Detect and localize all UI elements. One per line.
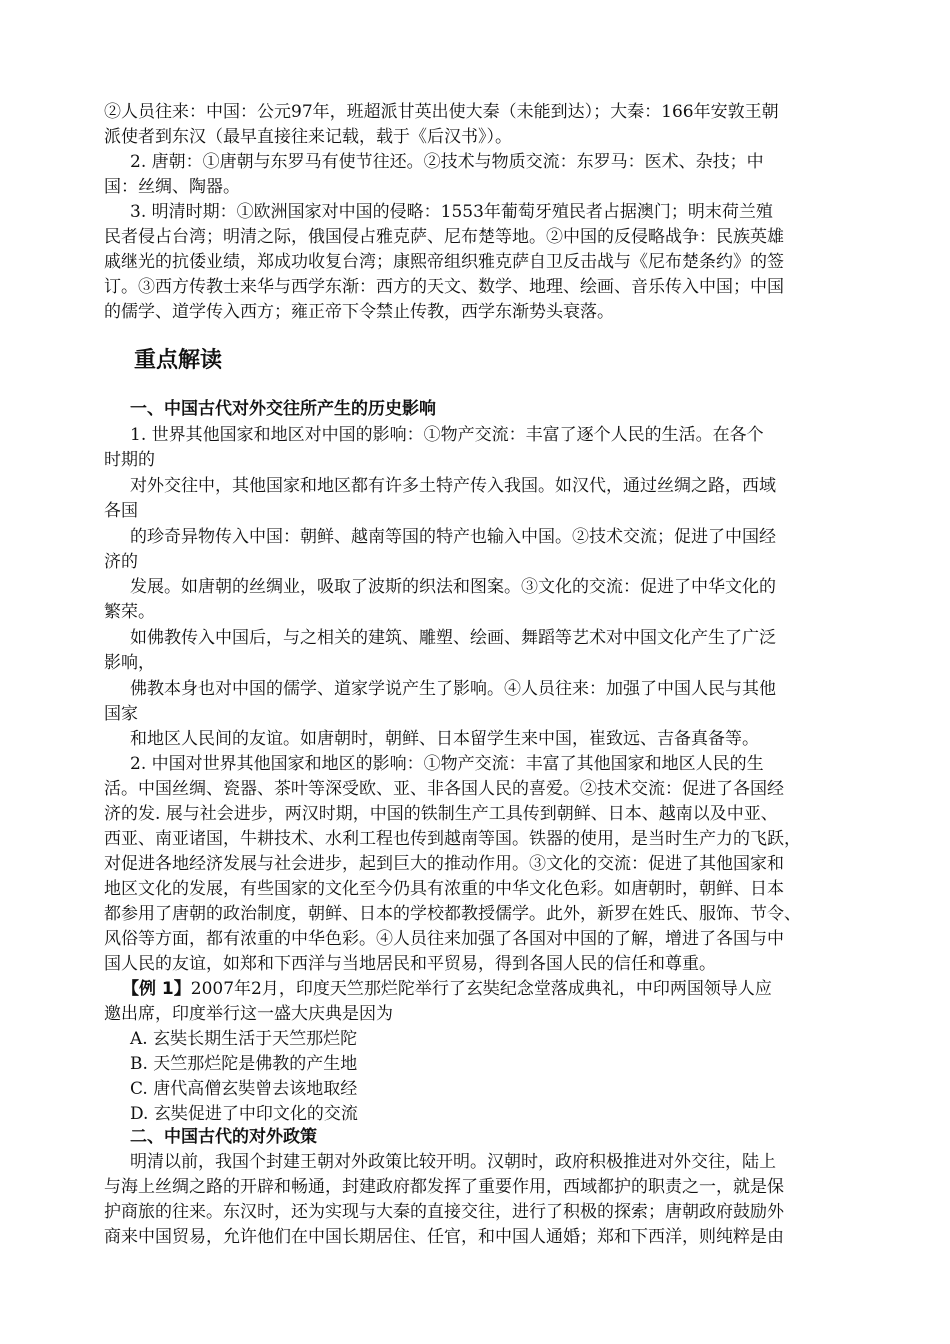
option-d: D. 玄奘促进了中印文化的交流 — [130, 1104, 358, 1124]
text-line: 影响， — [104, 653, 155, 673]
option-b: B. 天竺那烂陀是佛教的产生地 — [130, 1054, 358, 1074]
text-line: 活。中国丝绸、瓷器、茶叶等深受欧、亚、非各国人民的喜爱。②技术交流：促进了各国经 — [104, 779, 784, 799]
text-line: 对外交往中，其他国家和地区都有许多土特产传入我国。如汉代，通过丝绸之路，西域 — [130, 476, 776, 496]
text-line: 2. 唐朝：①唐朝与东罗马有使节往还。②技术与物质交流：东罗马：医术、杂技；中 — [130, 152, 764, 172]
part2-heading: 二、中国古代的对外政策 — [130, 1127, 317, 1147]
text-line: 西亚、南亚诸国，牛耕技术、水利工程也传到越南等国。铁器的使用，是当时生产力的飞跃， — [104, 829, 801, 849]
text-line: 护商旅的往来。东汉时，还为实现与大秦的直接交往，进行了积极的探索；唐朝政府鼓励外 — [104, 1202, 784, 1222]
text-line: 戚继光的抗倭业绩，郑成功收复台湾；康熙帝组织雅克萨自卫反击战与《尼布楚条约》的签 — [104, 252, 784, 272]
text-line: 民者侵占台湾；明清之际，俄国侵占雅克萨、尼布楚等地。②中国的反侵略战争：民族英雄 — [104, 227, 784, 247]
text-line: 商来中国贸易，允许他们在中国长期居住、任官，和中国人通婚；郑和下西洋，则纯粹是由 — [104, 1227, 784, 1247]
text-line: 时期的 — [104, 450, 155, 470]
text-line: 济的发. 展与社会进步，两汉时期，中国的铁制生产工具传到朝鲜、日本、越南以及中亚、 — [104, 804, 778, 824]
text-line: 各国 — [104, 501, 138, 521]
text-line: 国人民的友谊，如郑和下西洋与当地居民和平贸易，得到各国人民的信任和尊重。 — [104, 954, 716, 974]
example-question — [122, 977, 772, 1001]
text-line: 3. 明清时期：①欧洲国家对中国的侵略：1553年葡萄牙殖民者占据澳门；明末荷兰殖 — [130, 202, 773, 222]
text-line: 国家 — [104, 704, 138, 724]
text-line: 繁荣。 — [104, 602, 155, 622]
section-title: 重点解读 — [134, 348, 223, 373]
text-line: 地区文化的发展，有些国家的文化至今仍具有浓重的中华文化色彩。如唐朝时，朝鲜、日本 — [104, 879, 784, 899]
text-line: 1. 世界其他国家和地区对中国的影响：①物产交流：丰富了逐个人民的生活。在各个 — [130, 425, 764, 445]
text-line: ②人员往来：中国：公元97年，班超派甘英出使大秦（未能到达）；大秦：166年安敦王朝 — [104, 102, 779, 122]
text-line: 和地区人民间的友谊。如唐朝时，朝鲜、日本留学生来中国，崔致远、吉备真备等。 — [130, 729, 759, 749]
text-line: 济的 — [104, 552, 138, 572]
text-line: 都参用了唐朝的政治制度，朝鲜、日本的学校都教授儒学。此外，新罗在姓氏、服饰、节令、 — [104, 904, 801, 924]
text-line: 的儒学、道学传入西方；雍正帝下令禁止传教，西学东渐势头衰落。 — [104, 302, 614, 322]
option-a: A. 玄奘长期生活于天竺那烂陀 — [130, 1029, 358, 1049]
option-c: C. 唐代高僧玄奘曾去该地取经 — [130, 1079, 358, 1099]
text-line: 如佛教传入中国后，与之相关的建筑、雕塑、绘画、舞蹈等艺术对中国文化产生了广泛 — [130, 628, 776, 648]
text-line: 国：丝绸、陶器。 — [104, 177, 240, 197]
text-line: 对促进各地经济发展与社会进步，起到巨大的推动作用。③文化的交流：促进了其他国家和 — [104, 854, 784, 874]
text-line: 发展。如唐朝的丝绸业，吸取了波斯的织法和图案。③文化的交流：促进了中华文化的 — [130, 577, 776, 597]
text-line: 订。③西方传教士来华与西学东渐：西方的天文、数学、地理、绘画、音乐传入中国；中国 — [104, 277, 784, 297]
text-line: 佛教本身也对中国的儒学、道家学说产生了影响。④人员往来：加强了中国人民与其他 — [130, 679, 776, 699]
text-line: 与海上丝绸之路的开辟和畅通，封建政府都发挥了重要作用，西域都护的职责之一，就是保 — [104, 1177, 784, 1197]
part1-heading: 一、中国古代对外交往所产生的历史影响 — [130, 399, 436, 419]
text-line: 风俗等方面，都有浓重的中华色彩。④人员往来加强了各国对中国的了解，增进了各国与中 — [104, 929, 784, 949]
text-line: 明清以前，我国个封建王朝对外政策比较开明。汉朝时，政府积极推进对外交往，陆上 — [130, 1152, 776, 1172]
example-tag: 【例 1】 — [122, 979, 191, 999]
text-line: 的珍奇异物传入中国：朝鲜、越南等国的特产也输入中国。②技术交流；促进了中国经 — [130, 527, 776, 547]
text-line: 派使者到东汉（最早直接往来记载，载于《后汉书》）。 — [104, 127, 512, 147]
text-line: 邀出席，印度举行这一盛大庆典是因为 — [104, 1004, 393, 1024]
example-text: 2007年2月，印度天竺那烂陀举行了玄奘纪念堂落成典礼，中印两国领导人应 — [190, 979, 772, 999]
text-line: 2. 中国对世界其他国家和地区的影响：①物产交流：丰富了其他国家和地区人民的生 — [130, 754, 764, 774]
